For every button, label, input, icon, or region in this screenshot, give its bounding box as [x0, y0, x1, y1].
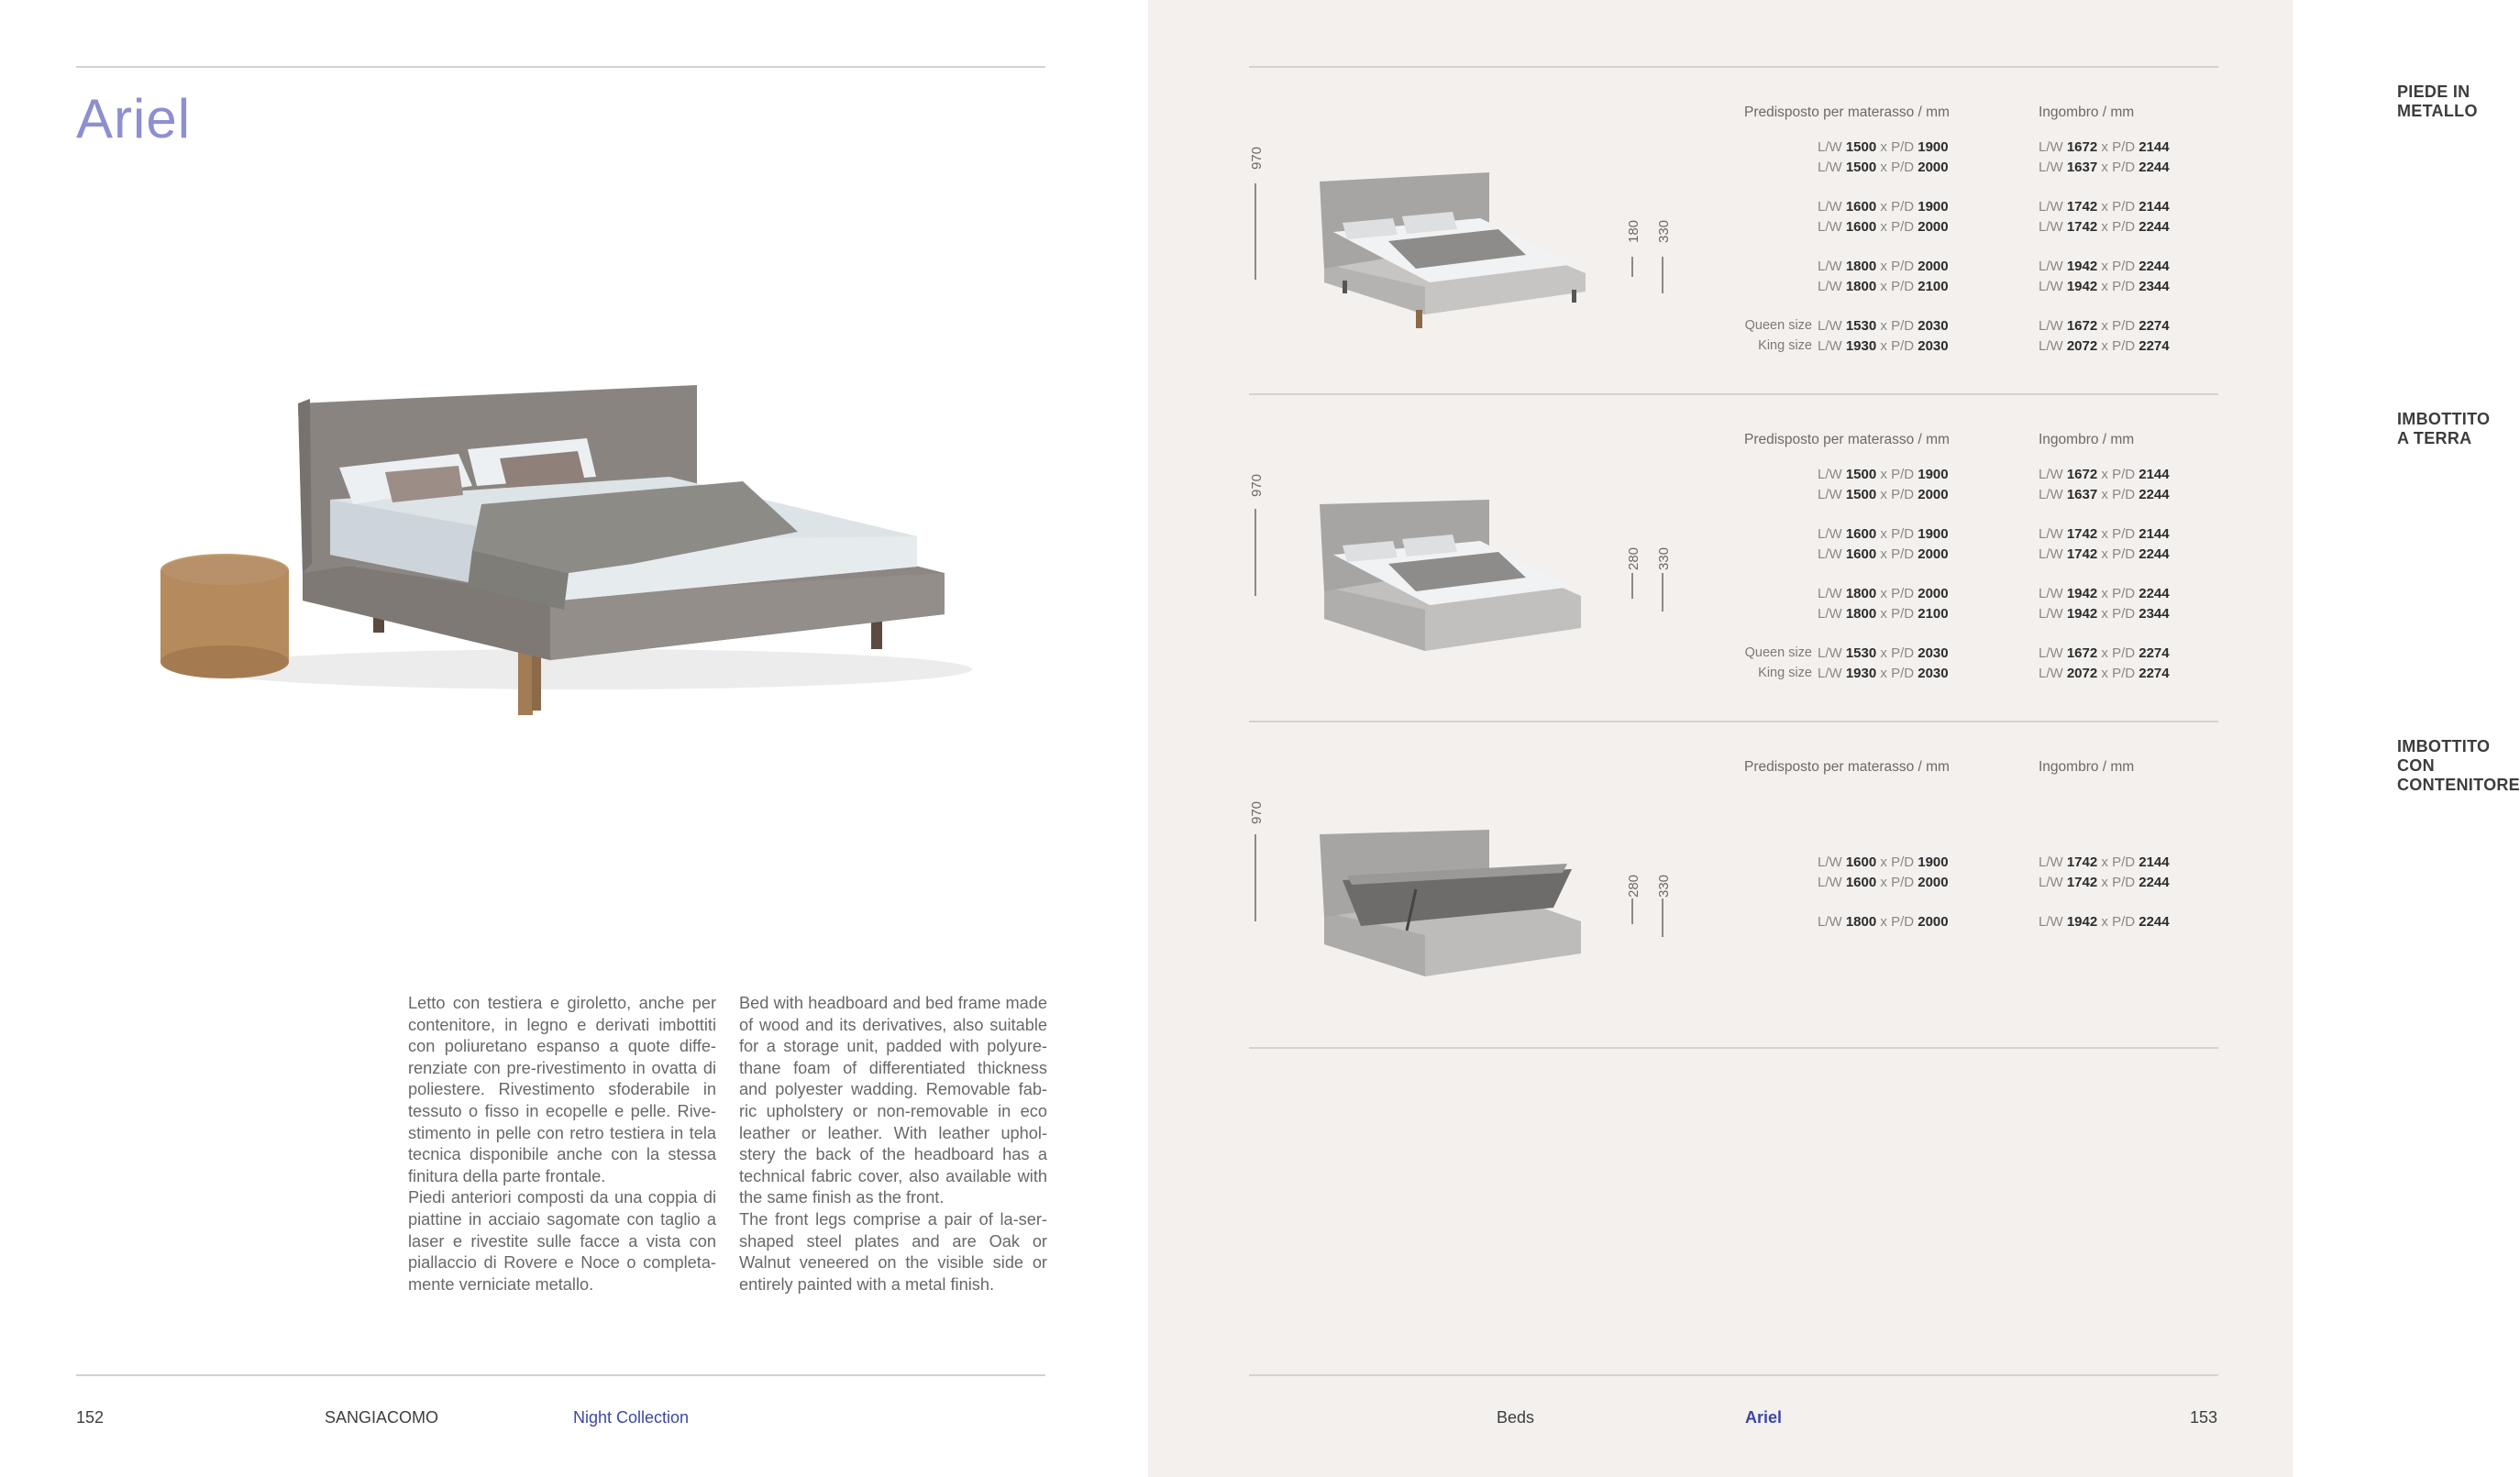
overall-width: 2072: [2066, 337, 2098, 354]
overall-width: 1942: [2066, 278, 2098, 294]
page-title: Ariel: [76, 88, 192, 149]
mattress-width: 1800: [1845, 586, 1877, 601]
pd-label: P/D: [2112, 645, 2139, 661]
pd-label: P/D: [2112, 854, 2139, 870]
times-sign: x: [1876, 278, 1892, 294]
times-sign: x: [1876, 337, 1892, 354]
pd-label: P/D: [1891, 218, 1918, 235]
pd-label: P/D: [1891, 259, 1918, 274]
pd-label: P/D: [2112, 874, 2139, 890]
overall-column-header: Ingombro / mm: [2039, 759, 2135, 775]
mattress-size-row: [1818, 279, 1949, 294]
mattress-size-row: [1818, 219, 1949, 235]
times-sign: x: [1876, 546, 1892, 562]
pd-label: P/D: [2112, 605, 2139, 622]
dimension-a: 280: [1626, 874, 1641, 898]
mattress-depth: 2030: [1918, 665, 1949, 681]
overall-depth: 2144: [2139, 467, 2170, 482]
lw-label: L/W: [2039, 546, 2067, 562]
mattress-depth: 1900: [1918, 467, 1949, 482]
times-sign: x: [2097, 874, 2113, 890]
times-sign: x: [1876, 259, 1892, 274]
mattress-column-header: Predisposto per materasso / mm: [1744, 105, 1950, 120]
mattress-width: 1500: [1845, 139, 1877, 155]
pd-label: P/D: [2112, 199, 2139, 215]
dim-line-1a: [1631, 257, 1633, 277]
dimension-a: 180: [1626, 219, 1641, 243]
mattress-width: 1530: [1845, 318, 1877, 334]
mattress-width: 1600: [1845, 874, 1877, 890]
overall-width: 2072: [2066, 665, 2098, 681]
mattress-size-row: [1818, 875, 1949, 890]
overall-depth: 2274: [2139, 337, 2170, 354]
pd-label: P/D: [1891, 159, 1918, 175]
mattress-width: 1800: [1845, 605, 1877, 622]
overall-size-row: [2039, 467, 2170, 482]
mattress-size-row: [1818, 526, 1949, 542]
mattress-size-row: [1818, 259, 1949, 274]
dim-line-3a: [1631, 898, 1633, 924]
lw-label: L/W: [2039, 218, 2067, 235]
page-number-right: 153: [2190, 1408, 2218, 1427]
overall-width: 1942: [2066, 259, 2098, 274]
lw-label: L/W: [2039, 278, 2067, 294]
overall-depth: 2144: [2139, 139, 2170, 155]
pd-label: P/D: [2112, 586, 2139, 601]
times-sign: x: [1876, 318, 1892, 334]
pd-label: P/D: [2112, 486, 2139, 502]
dimension-b: 330: [1656, 546, 1672, 570]
bottom-rule-right: [1249, 1374, 2218, 1376]
mattress-width: 1600: [1845, 854, 1877, 870]
description-italian: [408, 993, 716, 1295]
mattress-depth: 1900: [1918, 854, 1949, 870]
pd-label: P/D: [2112, 159, 2139, 175]
mattress-width: 1600: [1845, 218, 1877, 235]
times-sign: x: [2097, 526, 2113, 542]
times-sign: x: [2097, 259, 2113, 274]
overall-depth: 2144: [2139, 526, 2170, 542]
mattress-width: 1500: [1845, 467, 1877, 482]
pd-label: P/D: [1891, 278, 1918, 294]
overall-size-row: [2039, 586, 2170, 601]
pd-label: P/D: [2112, 337, 2139, 354]
dimension-b: 330: [1656, 219, 1672, 243]
overall-size-row: [2039, 854, 2170, 870]
times-sign: x: [1876, 159, 1892, 175]
bed-floor-thumb: [1306, 500, 1590, 656]
times-sign: x: [1876, 854, 1892, 870]
overall-size-row: [2039, 318, 2170, 334]
brand-name: SANGIACOMO: [325, 1408, 439, 1427]
mattress-size-row: [1818, 854, 1949, 870]
pd-label: P/D: [1891, 914, 1918, 930]
lw-label: L/W: [2039, 665, 2067, 681]
overall-size-row: [2039, 338, 2170, 354]
times-sign: x: [2097, 218, 2113, 235]
mattress-size-row: [1818, 160, 1949, 175]
mattress-size-row: [1818, 586, 1949, 601]
mattress-size-row: [1818, 606, 1949, 622]
dim-line-1b: [1662, 257, 1663, 293]
mattress-width: 1500: [1845, 486, 1877, 502]
lw-label: L/W: [1818, 318, 1846, 334]
lw-label: L/W: [1818, 278, 1846, 294]
mattress-width: 1600: [1845, 526, 1877, 542]
overall-size-row: [2039, 279, 2170, 294]
pd-label: P/D: [2112, 526, 2139, 542]
overall-depth: 2144: [2139, 199, 2170, 215]
mattress-depth: 2000: [1918, 546, 1949, 562]
mattress-width: 1930: [1845, 337, 1877, 354]
section-rule-2: [1249, 393, 2218, 395]
lw-label: L/W: [1818, 914, 1846, 930]
times-sign: x: [1876, 645, 1892, 661]
overall-size-row: [2039, 219, 2170, 235]
lw-label: L/W: [1818, 526, 1846, 542]
overall-width: 1672: [2066, 467, 2098, 482]
lw-label: L/W: [1818, 199, 1846, 215]
pd-label: P/D: [1891, 467, 1918, 482]
mattress-column-header: Predisposto per materasso / mm: [1744, 759, 1950, 775]
height-line-1: [1254, 183, 1256, 280]
page-number-left: 152: [76, 1408, 105, 1427]
top-rule: [76, 66, 1045, 68]
lw-label: L/W: [1818, 854, 1846, 870]
mattress-size-row: [1818, 467, 1949, 482]
bed-metal-leg-thumb: [1306, 172, 1590, 328]
mattress-depth: 2000: [1918, 218, 1949, 235]
mattress-depth: 2000: [1918, 159, 1949, 175]
times-sign: x: [2097, 586, 2113, 601]
overall-size-row: [2039, 914, 2170, 930]
bed-storage-thumb: [1306, 825, 1590, 981]
pd-label: P/D: [1891, 318, 1918, 334]
dimension-b: 330: [1656, 874, 1672, 898]
pd-label: P/D: [1891, 486, 1918, 502]
mattress-width: 1800: [1845, 278, 1877, 294]
mattress-width: 1600: [1845, 199, 1877, 215]
overall-width: 1942: [2066, 605, 2098, 622]
times-sign: x: [2097, 159, 2113, 175]
pd-label: P/D: [2112, 278, 2139, 294]
mattress-width: 1530: [1845, 645, 1877, 661]
pd-label: P/D: [2112, 139, 2139, 155]
mattress-size-row: [1818, 546, 1949, 562]
overall-size-row: [2039, 199, 2170, 215]
pd-label: P/D: [1891, 586, 1918, 601]
overall-size-row: [2039, 160, 2170, 175]
mattress-size-row: [1818, 199, 1949, 215]
mattress-size-row: [1818, 139, 1949, 155]
description-italian-p2: Piedi anteriori composti da una coppia di piattine in acciaio sagomate con taglio a laser e rivestite sulle facce a vista con piallaccio di Rovere e Noce o completa-mente verniciate metallo.: [408, 1188, 716, 1294]
overall-width: 1942: [2066, 586, 2098, 601]
times-sign: x: [2097, 337, 2113, 354]
pd-label: P/D: [1891, 665, 1918, 681]
times-sign: x: [2097, 467, 2113, 482]
times-sign: x: [1876, 199, 1892, 215]
size-label: Queen size: [1744, 318, 1812, 333]
mattress-depth: 1900: [1918, 139, 1949, 155]
pd-label: P/D: [2112, 259, 2139, 274]
times-sign: x: [1876, 586, 1892, 601]
lw-label: L/W: [2039, 645, 2067, 661]
overall-width: 1942: [2066, 914, 2098, 930]
collection-name: Night Collection: [573, 1408, 690, 1427]
description-english-p2: The front legs comprise a pair of la-ser-shaped steel plates and are Oak or Walnut veneered on the visible side or entirely painted with a metal finish.: [739, 1209, 1047, 1294]
mattress-width: 1500: [1845, 159, 1877, 175]
height-line-3: [1254, 834, 1256, 921]
mattress-depth: 1900: [1918, 199, 1949, 215]
overall-width: 1637: [2066, 159, 2098, 175]
pd-label: P/D: [2112, 665, 2139, 681]
lw-label: L/W: [2039, 337, 2067, 354]
mattress-depth: 2000: [1918, 486, 1949, 502]
size-label: King size: [1758, 665, 1812, 680]
mattress-depth: 2030: [1918, 645, 1949, 661]
overall-depth: 2244: [2139, 546, 2170, 562]
overall-width: 1742: [2066, 199, 2098, 215]
pd-label: P/D: [1891, 526, 1918, 542]
overall-width: 1742: [2066, 874, 2098, 890]
mattress-depth: 2000: [1918, 914, 1949, 930]
lw-label: L/W: [2039, 318, 2067, 334]
pd-label: P/D: [1891, 546, 1918, 562]
right-page: [1148, 0, 2520, 1477]
mattress-size-row: [1758, 665, 1949, 681]
lw-label: L/W: [2039, 467, 2067, 482]
overall-width: 1742: [2066, 854, 2098, 870]
lw-label: L/W: [1818, 159, 1846, 175]
overall-depth: 2274: [2139, 318, 2170, 334]
overall-size-row: [2039, 875, 2170, 890]
times-sign: x: [1876, 665, 1892, 681]
times-sign: x: [1876, 218, 1892, 235]
overall-width: 1672: [2066, 645, 2098, 661]
times-sign: x: [2097, 605, 2113, 622]
mattress-width: 1930: [1845, 665, 1877, 681]
height-line-2: [1254, 509, 1256, 596]
pd-label: P/D: [1891, 199, 1918, 215]
lw-label: L/W: [1818, 665, 1846, 681]
mattress-size-row: [1758, 337, 1949, 354]
left-page: [0, 0, 1148, 1477]
lw-label: L/W: [2039, 139, 2067, 155]
times-sign: x: [1876, 486, 1892, 502]
times-sign: x: [2097, 854, 2113, 870]
mattress-size-row: [1744, 645, 1949, 661]
times-sign: x: [1876, 874, 1892, 890]
times-sign: x: [2097, 546, 2113, 562]
pd-label: P/D: [1891, 605, 1918, 622]
mattress-depth: 2000: [1918, 874, 1949, 890]
section-title: IMBOTTITO CON CONTENITORE: [2397, 737, 2520, 794]
mattress-depth: 2000: [1918, 259, 1949, 274]
mattress-size-row: [1818, 487, 1949, 502]
times-sign: x: [2097, 278, 2113, 294]
times-sign: x: [2097, 139, 2113, 155]
lw-label: L/W: [2039, 159, 2067, 175]
mattress-column-header: Predisposto per materasso / mm: [1744, 432, 1950, 447]
overall-depth: 2244: [2139, 914, 2170, 930]
times-sign: x: [1876, 914, 1892, 930]
pd-label: P/D: [2112, 467, 2139, 482]
overall-size-row: [2039, 606, 2170, 622]
overall-width: 1742: [2066, 526, 2098, 542]
pd-label: P/D: [1891, 337, 1918, 354]
section-title: IMBOTTITO A TERRA: [2397, 410, 2491, 447]
overall-column-header: Ingombro / mm: [2039, 432, 2135, 447]
times-sign: x: [2097, 318, 2113, 334]
dim-line-2b: [1662, 573, 1663, 612]
mattress-width: 1600: [1845, 546, 1877, 562]
height-dimension: 970: [1249, 800, 1265, 824]
overall-depth: 2244: [2139, 874, 2170, 890]
overall-size-row: [2039, 526, 2170, 542]
description-english-p1: Bed with headboard and bed frame made of wood and its derivatives, also suitable for a storage unit, padded with polyure-thane foam of differentiated thickness and polyester wadding. Removable fab-ric upholstery or non-removable in eco leather or leather. With leather uphol-stery the back of the headboard has a technical fabric cover, also available with the same finish as the front.: [739, 994, 1047, 1207]
pd-label: P/D: [2112, 218, 2139, 235]
height-dimension: 970: [1249, 146, 1265, 170]
lw-label: L/W: [2039, 486, 2067, 502]
mattress-depth: 1900: [1918, 526, 1949, 542]
lw-label: L/W: [1818, 874, 1846, 890]
dimension-a: 280: [1626, 546, 1641, 570]
lw-label: L/W: [1818, 259, 1846, 274]
overall-depth: 2244: [2139, 159, 2170, 175]
times-sign: x: [1876, 467, 1892, 482]
lw-label: L/W: [1818, 486, 1846, 502]
pd-label: P/D: [1891, 139, 1918, 155]
lw-label: L/W: [2039, 854, 2067, 870]
lw-label: L/W: [2039, 526, 2067, 542]
mattress-size-row: [1818, 914, 1949, 930]
overall-width: 1742: [2066, 218, 2098, 235]
mattress-depth: 2000: [1918, 586, 1949, 601]
lw-label: L/W: [1818, 605, 1846, 622]
overall-depth: 2244: [2139, 218, 2170, 235]
lw-label: L/W: [1818, 546, 1846, 562]
category-name: Beds: [1497, 1408, 1535, 1427]
overall-size-row: [2039, 666, 2170, 681]
mattress-width: 1800: [1845, 259, 1877, 274]
size-label: King size: [1758, 337, 1812, 353]
times-sign: x: [2097, 645, 2113, 661]
overall-size-row: [2039, 546, 2170, 562]
overall-size-row: [2039, 487, 2170, 502]
lw-label: L/W: [2039, 586, 2067, 601]
section-title: PIEDE IN METALLO: [2397, 83, 2478, 120]
description-english: [739, 993, 1047, 1295]
times-sign: x: [2097, 665, 2113, 681]
overall-depth: 2244: [2139, 486, 2170, 502]
times-sign: x: [1876, 605, 1892, 622]
bed-photo: [156, 367, 981, 733]
pd-label: P/D: [1891, 645, 1918, 661]
lw-label: L/W: [1818, 467, 1846, 482]
times-sign: x: [2097, 486, 2113, 502]
dim-line-2a: [1631, 573, 1633, 599]
lw-label: L/W: [2039, 914, 2067, 930]
bottom-rule: [76, 1374, 1045, 1376]
overall-size-row: [2039, 645, 2170, 661]
times-sign: x: [2097, 914, 2113, 930]
lw-label: L/W: [1818, 586, 1846, 601]
lw-label: L/W: [1818, 645, 1846, 661]
pd-label: P/D: [2112, 318, 2139, 334]
mattress-depth: 2030: [1918, 337, 1949, 354]
height-dimension: 970: [1249, 473, 1265, 497]
overall-size-row: [2039, 259, 2170, 274]
top-rule-right: [1249, 66, 2218, 68]
times-sign: x: [1876, 526, 1892, 542]
dim-line-3b: [1662, 898, 1663, 937]
mattress-width: 1800: [1845, 914, 1877, 930]
lw-label: L/W: [1818, 337, 1846, 354]
description-italian-p1: Letto con testiera e giroletto, anche per contenitore, in legno e derivati imbottiti con poliuretano espanso a quote diffe-renziate con pre-rivestimento in ovatta di poliestere. Rivestimento sfoderabile in tessuto o fisso in ecopelle e pelle. Rive-stimento in pelle con retro testiera in tela tecnica disponibile anche con la stessa finitura della parte frontale.: [408, 994, 716, 1185]
pd-label: P/D: [2112, 914, 2139, 930]
mattress-depth: 2100: [1918, 605, 1949, 622]
lw-label: L/W: [2039, 199, 2067, 215]
overall-depth: 2244: [2139, 259, 2170, 274]
overall-width: 1742: [2066, 546, 2098, 562]
overall-depth: 2274: [2139, 645, 2170, 661]
mattress-depth: 2100: [1918, 278, 1949, 294]
lw-label: L/W: [2039, 874, 2067, 890]
overall-column-header: Ingombro / mm: [2039, 105, 2135, 120]
model-name: Ariel: [1745, 1408, 1783, 1427]
pd-label: P/D: [1891, 874, 1918, 890]
overall-depth: 2244: [2139, 586, 2170, 601]
overall-width: 1637: [2066, 486, 2098, 502]
overall-depth: 2274: [2139, 665, 2170, 681]
mattress-size-row: [1744, 318, 1949, 334]
overall-width: 1672: [2066, 139, 2098, 155]
overall-depth: 2344: [2139, 605, 2170, 622]
lw-label: L/W: [1818, 218, 1846, 235]
overall-width: 1672: [2066, 318, 2098, 334]
mattress-depth: 2030: [1918, 318, 1949, 334]
overall-depth: 2344: [2139, 278, 2170, 294]
times-sign: x: [1876, 139, 1892, 155]
overall-depth: 2144: [2139, 854, 2170, 870]
section-rule-end: [1249, 1047, 2218, 1049]
pd-label: P/D: [1891, 854, 1918, 870]
overall-size-row: [2039, 139, 2170, 155]
lw-label: L/W: [1818, 139, 1846, 155]
pd-label: P/D: [2112, 546, 2139, 562]
lw-label: L/W: [2039, 605, 2067, 622]
size-label: Queen size: [1744, 645, 1812, 660]
section-rule-3: [1249, 721, 2218, 722]
times-sign: x: [2097, 199, 2113, 215]
lw-label: L/W: [2039, 259, 2067, 274]
